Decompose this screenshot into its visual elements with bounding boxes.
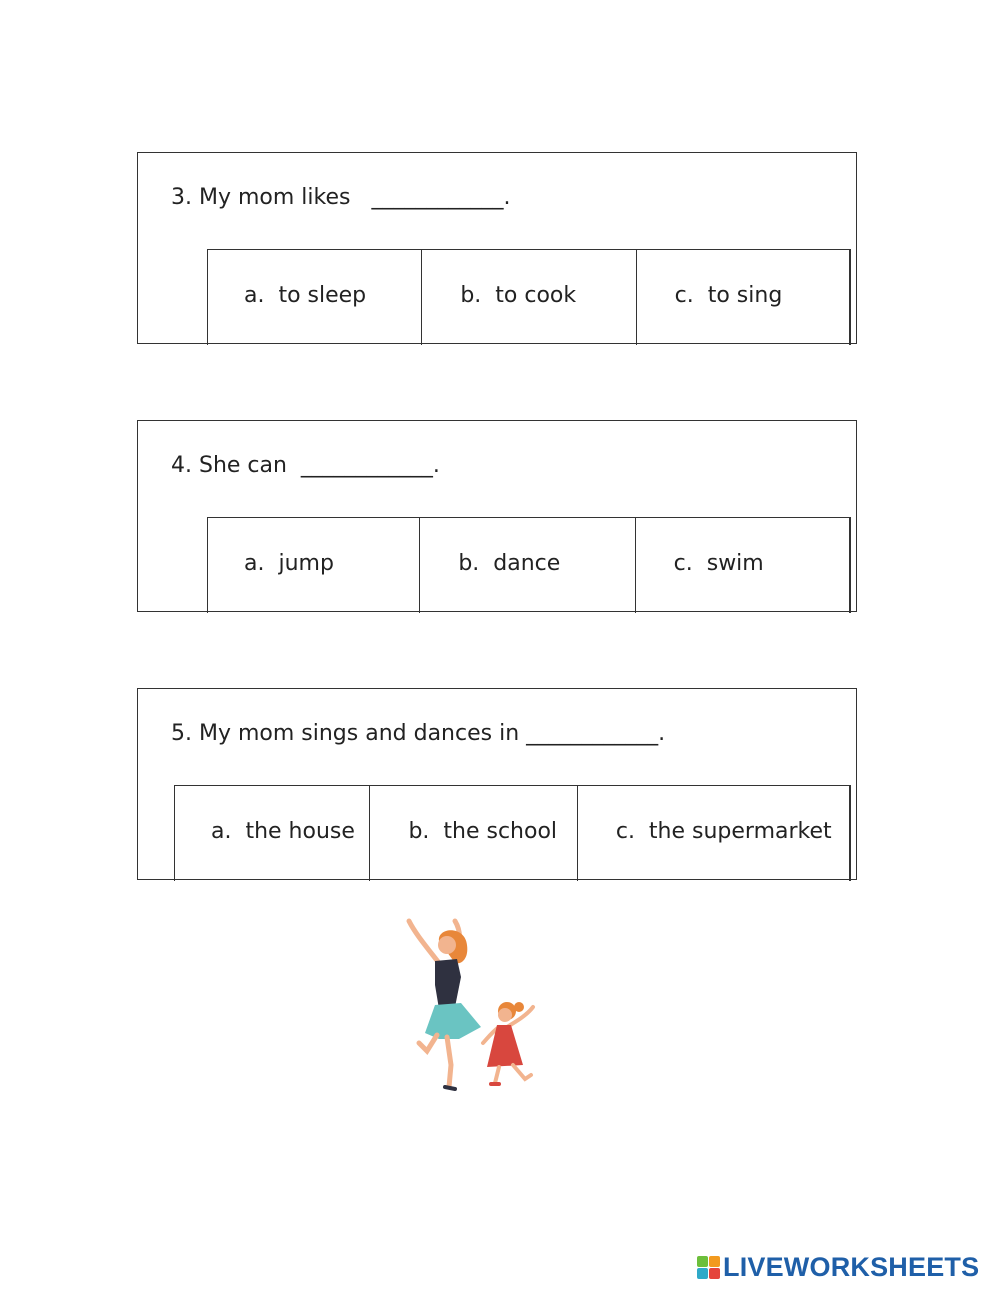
question-3-option-b[interactable]: b. to cook [422, 250, 636, 345]
question-3-options [207, 249, 851, 345]
question-4-option-c[interactable]: c. swim [636, 518, 850, 613]
question-3-option-a[interactable]: a. to sleep [208, 250, 422, 345]
liveworksheets-logo [697, 1252, 979, 1283]
mother-figure [409, 921, 481, 1089]
dancing-mother-daughter-illustration [395, 915, 545, 1095]
question-4-option-b[interactable]: b. dance [420, 518, 635, 613]
question-3-text: 3. My mom likes ____________. [171, 185, 511, 210]
question-4-options [207, 517, 851, 613]
question-4-option-a[interactable]: a. jump [208, 518, 420, 613]
question-5-option-a[interactable]: a. the house [175, 786, 370, 881]
question-5-option-c[interactable]: c. the supermarket [578, 786, 850, 881]
liveworksheets-logo-text: LIVEWORKSHEETS [723, 1252, 980, 1282]
question-5-options [174, 785, 851, 881]
question-5-option-b[interactable]: b. the school [370, 786, 577, 881]
question-5-box [137, 688, 857, 880]
question-4-box [137, 420, 857, 612]
liveworksheets-logo-icon [697, 1256, 720, 1279]
daughter-figure [483, 1002, 533, 1084]
question-3-option-c[interactable]: c. to sing [637, 250, 850, 345]
question-3-box [137, 152, 857, 344]
question-5-text: 5. My mom sings and dances in ____________. [171, 721, 666, 746]
question-4-text: 4. She can ____________. [171, 453, 440, 478]
